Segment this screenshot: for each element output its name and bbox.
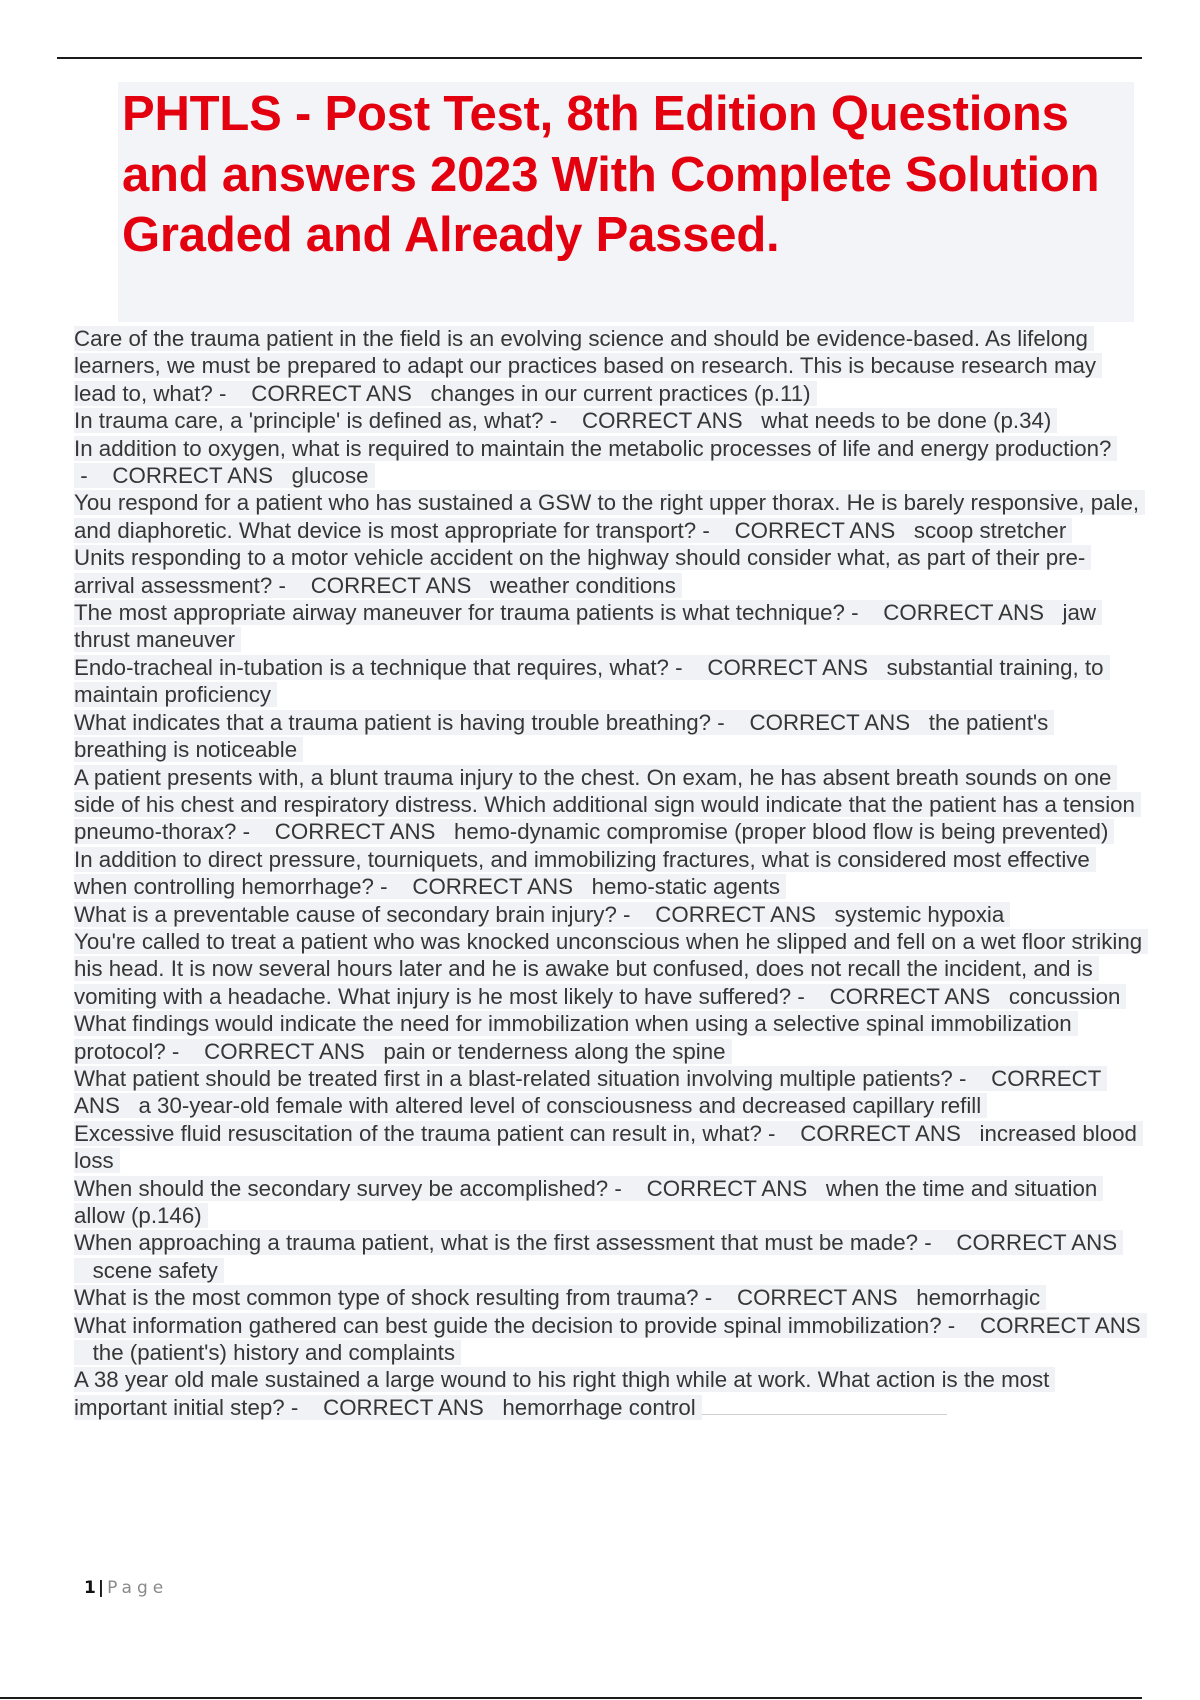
question-text: In addition to oxygen, what is required to maintain the metabolic processes of life and energy production? [74, 435, 1112, 461]
document-title: PHTLS - Post Test, 8th Edition Questions and answers 2023 With Complete Solution Graded and Already Passed. [122, 87, 1100, 262]
answer-text: changes in our current practices (p.11) [430, 380, 811, 406]
qa-item: You're called to treat a patient who was knocked unconscious when he slipped and fell on a wet floor striking his head. It is now several hours later and he is awake but confused, does not recall the incident, and is vomiting with a headache. What injury is he most likely to have suffered? - CORRECT ANS concussion [74, 928, 1144, 1010]
answer-marker: CORRECT ANS [800, 1120, 961, 1146]
answer-marker: CORRECT ANS [883, 600, 1044, 626]
answer-text: glucose [291, 463, 369, 489]
answer-marker: CORRECT ANS [412, 874, 574, 900]
answer-marker: CORRECT ANS [980, 1312, 1141, 1338]
answer-text: pain or tenderness along the spine [383, 1038, 726, 1064]
answer-text: scene safety [92, 1257, 218, 1283]
question-text: You respond for a patient who has sustained a GSW to the right upper thorax. He is barely responsive, pale, and diaphoretic. What device is most appropriate for transport? [74, 490, 1140, 543]
answer-marker: CORRECT ANS [707, 654, 869, 680]
qa-item: Units responding to a motor vehicle accident on the highway should consider what, as part of their pre-arrival assessment? - CORRECT ANS weather conditions [74, 544, 1144, 599]
question-text: A patient presents with, a blunt trauma injury to the chest. On exam, he has absent breath sounds on one side of his chest and respiratory distress. Which additional sign would indicate that the patient has a tension pneumo-thorax? [74, 764, 1135, 845]
qa-item: Excessive fluid resuscitation of the trauma patient can result in, what? - CORRECT ANS increased blood loss [74, 1120, 1144, 1175]
qa-item: What is the most common type of shock resulting from trauma? - CORRECT ANS hemorrhagic [74, 1284, 1144, 1311]
qa-item: Care of the trauma patient in the field is an evolving science and should be evidence-based. As lifelong learners, we must be prepared to adapt our practices based on research. This is because research may lead to, what? - CORRECT ANS changes in our current practices (p.11) [74, 325, 1144, 407]
answer-marker: CORRECT ANS [956, 1230, 1118, 1256]
answer-marker: CORRECT ANS [310, 572, 472, 598]
answer-marker: CORRECT ANS [204, 1038, 365, 1064]
answer-text: jaw thrust maneuver [74, 600, 1097, 653]
answer-text: a 30-year-old female with altered level of consciousness and decreased capillary refill [138, 1093, 982, 1119]
question-text: In trauma care, a 'principle' is defined as, what? [74, 408, 544, 434]
page-label: Page [107, 1578, 169, 1598]
answer-marker: CORRECT ANS [581, 408, 743, 434]
answer-marker: CORRECT ANS [646, 1175, 808, 1201]
question-text: What is the most common type of shock resulting from trauma? [74, 1285, 699, 1311]
qa-list [74, 325, 1144, 1421]
question-text: What findings would indicate the need for immobilization when using a selective spinal immobilization protocol? [74, 1011, 1072, 1064]
question-text: A 38 year old male sustained a large wound to his right thigh while at work. What action is the most important initial step? [74, 1367, 1050, 1420]
answer-marker: CORRECT ANS [74, 1065, 1101, 1119]
qa-item: What patient should be treated first in a blast-related situation involving multiple patients? - CORRECT ANS a 30-year-old female with altered level of consciousness and decreased capillary refill [74, 1065, 1144, 1120]
qa-item: In trauma care, a 'principle' is defined as, what? - CORRECT ANS what needs to be done (p.34) [74, 407, 1144, 434]
answer-marker: CORRECT ANS [655, 901, 816, 927]
page-number: 1 [84, 1578, 96, 1598]
answer-text: weather conditions [489, 572, 676, 598]
answer-text: systemic hypoxia [834, 901, 1005, 927]
answer-marker: CORRECT ANS [251, 380, 412, 406]
question-text: You're called to treat a patient who was knocked unconscious when he slipped and fell on a wet floor striking his head. It is now several hours later and he is awake but confused, does not recall the incident, and is vomiting with a headache. What injury is he most likely to have suffered? [74, 928, 1143, 1009]
qa-item: Endo-tracheal in-tubation is a technique that requires, what? - CORRECT ANS substantial training, to maintain proficiency [74, 654, 1144, 709]
header-rule [57, 57, 1142, 59]
answer-marker: CORRECT ANS [274, 819, 436, 845]
question-text: In addition to direct pressure, tourniquets, and immobilizing fractures, what is considered most effective when controlling hemorrhage? [74, 846, 1090, 900]
answer-marker: CORRECT ANS [736, 1285, 898, 1311]
qa-item: A 38 year old male sustained a large wound to his right thigh while at work. What action is the most important initial step? - CORRECT ANS hemorrhage control [74, 1366, 1144, 1421]
question-text: What indicates that a trauma patient is having trouble breathing? [74, 709, 712, 735]
answer-text: what needs to be done (p.34) [761, 408, 1052, 434]
answer-text: substantial training, to maintain proficiency [74, 654, 1104, 708]
qa-item: When should the secondary survey be accomplished? - CORRECT ANS when the time and situation allow (p.146) [74, 1175, 1144, 1230]
answer-marker: CORRECT ANS [749, 709, 911, 735]
answer-text: increased blood loss [74, 1120, 1137, 1174]
answer-marker: CORRECT ANS [734, 517, 896, 543]
answer-marker: CORRECT ANS [323, 1394, 484, 1420]
trailing-underline [702, 1414, 947, 1415]
answer-text: when the time and situation allow (p.146) [74, 1175, 1098, 1228]
answer-marker: CORRECT ANS [112, 463, 274, 489]
qa-item: What is a preventable cause of secondary brain injury? - CORRECT ANS systemic hypoxia [74, 901, 1144, 928]
answer-text: hemorrhage control [502, 1394, 696, 1420]
qa-item: You respond for a patient who has sustained a GSW to the right upper thorax. He is barely responsive, pale, and diaphoretic. What device is most appropriate for transport? - CORRECT ANS scoop stretcher [74, 489, 1144, 544]
qa-item: When approaching a trauma patient, what is the first assessment that must be made? - CORRECT ANS scene safety [74, 1229, 1144, 1284]
question-text: When should the secondary survey be accomplished? [74, 1175, 609, 1201]
question-text: What is a preventable cause of secondary brain injury? [74, 901, 617, 927]
answer-text: scoop stretcher [913, 517, 1067, 543]
question-text: Units responding to a motor vehicle accident on the highway should consider what, as part of their pre-arrival assessment? [74, 545, 1086, 598]
question-text: Excessive fluid resuscitation of the trauma patient can result in, what? [74, 1120, 762, 1146]
page-separator: | [97, 1578, 105, 1598]
answer-text: hemo-dynamic compromise (proper blood flow is being prevented) [454, 819, 1109, 845]
qa-item: What indicates that a trauma patient is having trouble breathing? - CORRECT ANS the patient's breathing is noticeable [74, 709, 1144, 764]
qa-item: What findings would indicate the need for immobilization when using a selective spinal immobilization protocol? - CORRECT ANS pain or tenderness along the spine [74, 1010, 1144, 1065]
answer-text: hemorrhagic [916, 1285, 1041, 1311]
answer-text: concussion [1008, 983, 1121, 1009]
answer-text: the (patient's) history and complaints [92, 1340, 456, 1366]
qa-item: A patient presents with, a blunt trauma injury to the chest. On exam, he has absent breath sounds on one side of his chest and respiratory distress. Which additional sign would indicate that the patient has a tension pneumo-thorax? - CORRECT ANS hemo-dynamic compromise (proper blood flow is being prevented) [74, 764, 1144, 846]
question-text: What information gathered can best guide the decision to provide spinal immobilization? [74, 1312, 942, 1338]
qa-item: The most appropriate airway maneuver for trauma patients is what technique? - CORRECT ANS jaw thrust maneuver [74, 599, 1144, 654]
qa-item: What information gathered can best guide the decision to provide spinal immobilization? - CORRECT ANS the (patient's) history and complaints [74, 1312, 1144, 1367]
qa-item: In addition to oxygen, what is required to maintain the metabolic processes of life and energy production? - CORRECT ANS glucose [74, 435, 1144, 490]
qa-item: In addition to direct pressure, tourniquets, and immobilizing fractures, what is considered most effective when controlling hemorrhage? - CORRECT ANS hemo-static agents [74, 846, 1144, 901]
page-footer [84, 1578, 168, 1598]
question-text: Endo-tracheal in-tubation is a technique that requires, what? [74, 654, 669, 680]
question-text: When approaching a trauma patient, what is the first assessment that must be made? [74, 1230, 919, 1256]
footer-rule [0, 1697, 1142, 1699]
answer-text: the patient's breathing is noticeable [74, 709, 1049, 763]
question-text: Care of the trauma patient in the field is an evolving science and should be evidence-based. As lifelong learners, we must be prepared to adapt our practices based on research. This is because research may lead to, what? [74, 326, 1097, 406]
answer-text: hemo-static agents [591, 874, 780, 900]
question-text: The most appropriate airway maneuver for trauma patients is what technique? [74, 600, 845, 626]
question-text: What patient should be treated first in a blast-related situation involving multiple patients? [74, 1065, 953, 1091]
answer-marker: CORRECT ANS [829, 983, 991, 1009]
